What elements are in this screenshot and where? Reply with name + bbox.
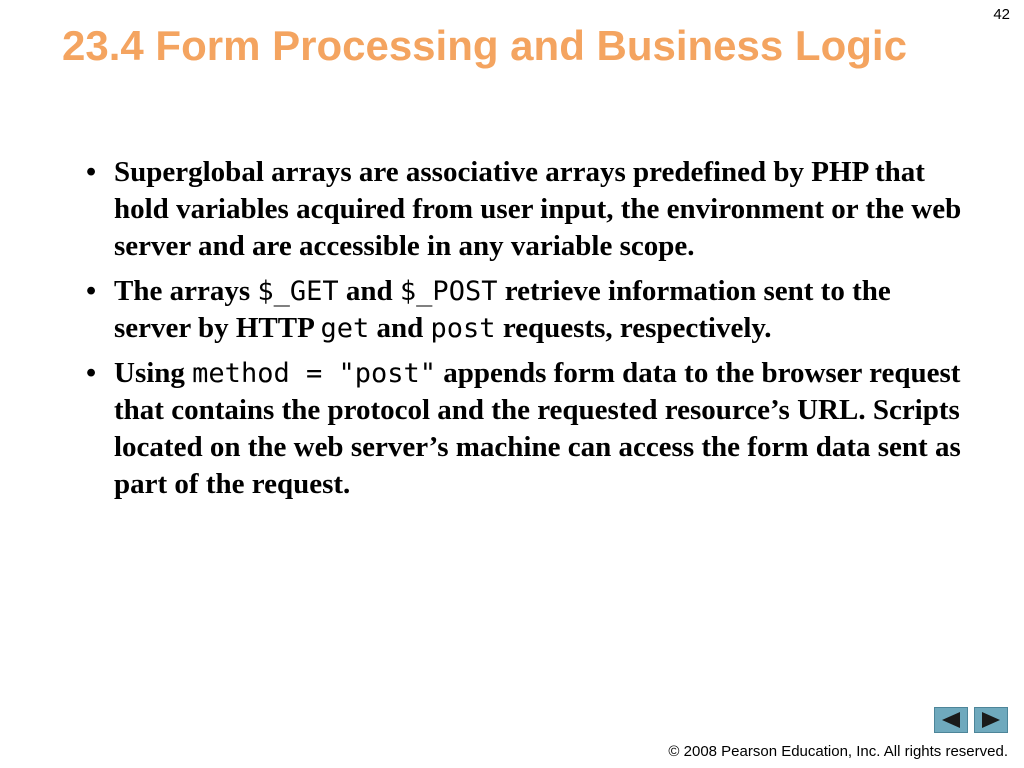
bullet-text-part: appends form data to the browser request that contains the protocol and the requested resource’s URL. Scripts located on the web server’s machine can access the form data sent as part of the request. xyxy=(114,357,961,500)
slide-title: 23.4 Form Processing and Business Logic xyxy=(62,22,907,69)
bullet-method-post xyxy=(84,355,964,503)
slide-navigation xyxy=(934,707,1008,733)
bullet-text-part: retrieve information sent to the server by HTTP xyxy=(114,275,891,344)
code-get-method: get xyxy=(320,313,370,344)
copyright-footer: © 2008 Pearson Education, Inc. All rights reserved. xyxy=(668,743,1008,760)
bullet-marker: • xyxy=(86,275,97,307)
bullet-text-part: Using xyxy=(114,357,193,389)
bullet-superglobal-arrays xyxy=(84,154,964,265)
code-method-post: method = "post" xyxy=(192,358,437,389)
bullet-marker: • xyxy=(86,357,97,389)
bullet-get-post-arrays xyxy=(84,273,964,347)
bullet-text: Superglobal arrays are associative arrays predefined by PHP that hold variables acquired from user input, the environment or the web server and are accessible in any variable scope. xyxy=(114,156,962,262)
bullet-text-part: The arrays xyxy=(114,275,258,307)
next-slide-button[interactable] xyxy=(974,707,1008,733)
triangle-left-icon xyxy=(940,711,962,729)
triangle-right-icon xyxy=(980,711,1002,729)
code-post-array: $_POST xyxy=(399,276,498,307)
code-post-method: post xyxy=(430,313,496,344)
bullet-marker: • xyxy=(86,156,97,188)
previous-slide-button[interactable] xyxy=(934,707,968,733)
bullet-text-part: and xyxy=(338,275,400,307)
bullet-text-part: requests, respectively. xyxy=(495,312,772,344)
code-get-array: $_GET xyxy=(257,276,339,307)
bullet-text-part: and xyxy=(369,312,431,344)
bullet-list xyxy=(84,154,964,511)
page-number: 42 xyxy=(993,6,1010,23)
